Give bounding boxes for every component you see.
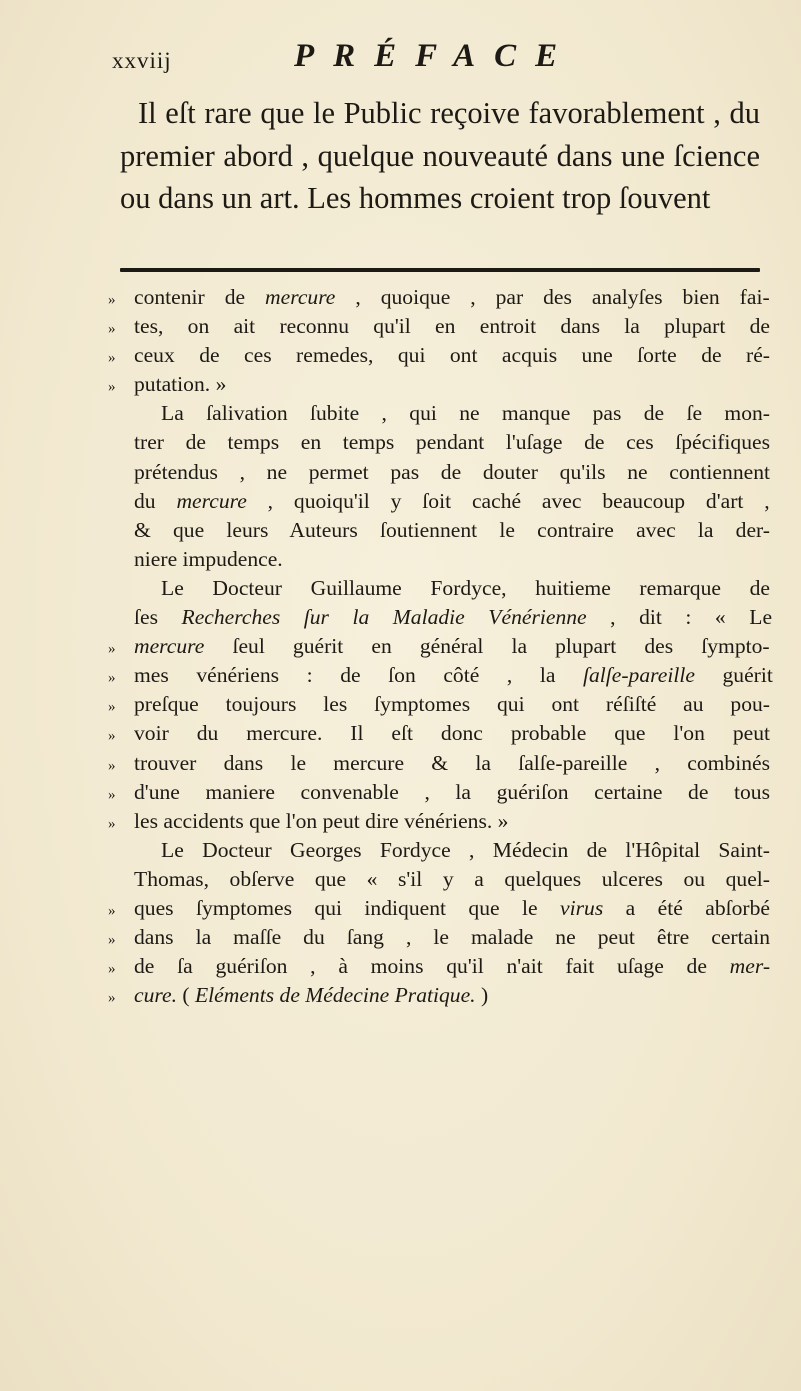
footnote-text: cure. ( Eléments de Médecine Pratique. ) xyxy=(134,983,489,1008)
footnote-text: Le Docteur Georges Fordyce , Médecin de l'Hôpital Saint- xyxy=(161,837,770,862)
quote-marker: » xyxy=(108,961,116,978)
footnote-text: ſes Recherches ſur la Maladie Vénérienne , dit : « Le xyxy=(134,605,773,630)
footnote-line xyxy=(108,312,770,341)
footnote-text: ques ſymptomes qui indiquent que le virus a été abſorbé xyxy=(134,895,770,920)
footnote-text: mercure ſeul guérit en général la plupart des ſympto- xyxy=(134,634,770,659)
footnote-text: & que leurs Auteurs ſoutiennent le contraire avec la der- xyxy=(134,517,770,542)
footnote-line xyxy=(108,632,770,661)
quote-marker: » xyxy=(108,728,116,745)
footnote-line xyxy=(108,399,770,428)
footnote-line xyxy=(108,428,770,457)
footnote-line xyxy=(108,690,770,719)
footnote-line xyxy=(108,516,770,545)
footnote-text: Thomas, obſerve que « s'il y a quelques ulceres ou quel- xyxy=(134,866,770,891)
footnote-text: tes, on ait reconnu qu'il en entroit dans la plupart de xyxy=(134,314,770,339)
footnote-text: preſque toujours les ſymptomes qui ont réſiſté au pou- xyxy=(134,692,770,717)
footnote-line xyxy=(108,341,770,370)
quote-marker: » xyxy=(108,379,116,396)
footnote-line xyxy=(108,574,770,603)
quote-marker: » xyxy=(108,670,116,687)
footnote-line xyxy=(108,283,770,312)
footnote-line xyxy=(108,836,770,865)
footnote-line xyxy=(108,865,770,894)
page-header xyxy=(112,26,752,86)
footnote-line xyxy=(108,749,770,778)
footnote-text: La ſalivation ſubite , qui ne manque pas de ſe mon- xyxy=(161,401,770,426)
main-paragraph: Il eſt rare que le Public reçoive favorablement , du premier abord , quelque nouveauté dans une ſcience ou dans un art. Les hommes croient trop ſouvent xyxy=(120,96,760,215)
footnote-text: prétendus , ne permet pas de douter qu'ils ne contiennent xyxy=(134,459,770,484)
footnote-line xyxy=(108,545,770,574)
quote-marker: » xyxy=(108,815,116,832)
footnote-line xyxy=(108,370,770,399)
footnote-text: dans la maſſe du ſang , le malade ne peut être certain xyxy=(134,925,770,950)
footnote-text: les accidents que l'on peut dire vénériens. » xyxy=(134,808,509,833)
footnote-text: de ſa guériſon , à moins qu'il n'ait fait uſage de mer- xyxy=(134,954,771,979)
footnote-line xyxy=(108,458,770,487)
footnote-line xyxy=(108,923,770,952)
footnote-line xyxy=(108,661,773,690)
quote-marker: » xyxy=(108,786,116,803)
quote-marker: » xyxy=(108,350,116,367)
page-number: xxviij xyxy=(112,48,172,73)
footnote-text: mes vénériens : de ſon côté , la ſalſe-pareille guérit xyxy=(134,663,773,688)
footnote-line xyxy=(108,894,770,923)
quote-marker: » xyxy=(108,321,116,338)
footnote-text: trouver dans le mercure & la ſalſe-pareille , combinés xyxy=(134,750,770,775)
footnote-line xyxy=(108,807,770,836)
quote-marker: » xyxy=(108,990,116,1007)
footnote-line xyxy=(108,778,770,807)
footnote-text: Le Docteur Guillaume Fordyce, huitieme remarque de xyxy=(161,575,770,600)
footnote-line xyxy=(108,952,770,981)
footnote-text: voir du mercure. Il eſt donc probable que l'on peut xyxy=(134,721,770,746)
footnote-text: putation. » xyxy=(134,372,227,397)
quote-marker: » xyxy=(108,932,116,949)
running-head: PRÉFACE xyxy=(294,38,577,74)
footnote-line xyxy=(108,981,770,1010)
footnote-text: d'une maniere convenable , la guériſon certaine de tous xyxy=(134,779,770,804)
quote-marker: » xyxy=(108,902,116,919)
footnote-rule xyxy=(120,268,760,272)
footnote-line xyxy=(108,719,770,748)
footnote-text: ceux de ces remedes, qui ont acquis une ſorte de ré- xyxy=(134,343,770,368)
footnote-line xyxy=(108,487,770,516)
footnote-text: niere impudence. xyxy=(134,546,283,571)
footnote-line xyxy=(108,603,773,632)
footnote-text: contenir de mercure , quoique , par des analyſes bien fai- xyxy=(134,285,770,309)
quote-marker: » xyxy=(108,757,116,774)
quote-marker: » xyxy=(108,641,116,658)
quote-marker: » xyxy=(108,292,116,308)
footnote-block xyxy=(108,283,773,1010)
footnote-text: du mercure , quoiqu'il y ſoit caché avec beaucoup d'art , xyxy=(134,488,770,513)
quote-marker: » xyxy=(108,699,116,716)
footnote-text: trer de temps en temps pendant l'uſage de ces ſpécifiques xyxy=(134,430,770,455)
